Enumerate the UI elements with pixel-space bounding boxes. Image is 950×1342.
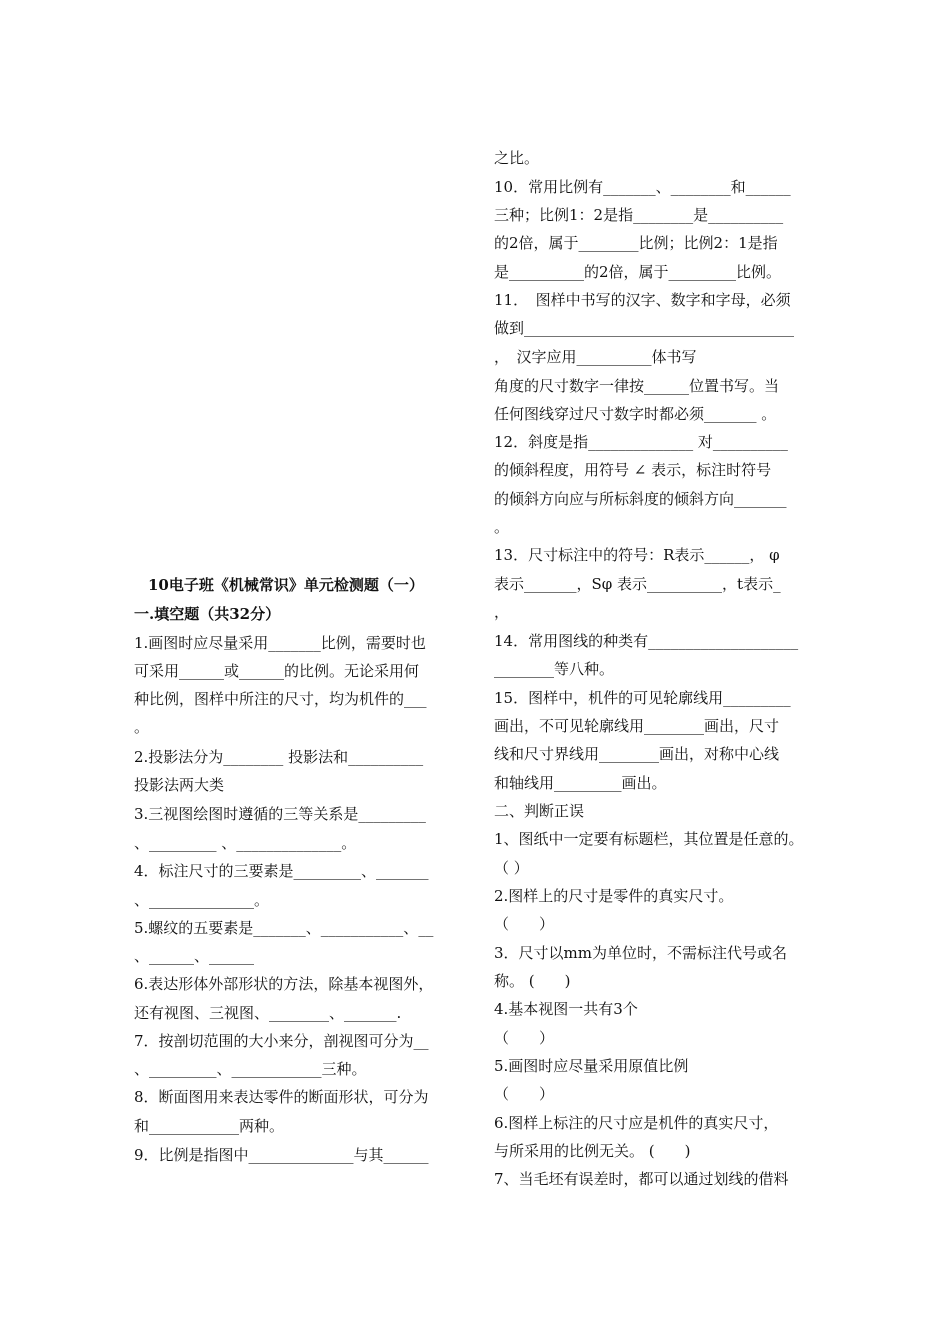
section-heading-fill-in: 一.填空题（共32分） [134,605,281,623]
question-text-line: 14．常用图线的种类有____________________ [494,632,799,650]
question-text-line: 9．比例是指图中______________与其______ [134,1146,429,1164]
question-text-line: 4.基本视图一共有3个 [494,1000,638,1018]
question-text-line: 还有视图、三视图、________、_______. [134,1004,402,1022]
question-text-line: ________等八种。 [494,660,615,678]
question-text-line: 称。 ( ) [494,972,571,990]
document-title: 10电子班《机械常识》单元检测题（一） [148,576,424,594]
question-text-line: 的倾斜程度，用符号 ∠ 表示，标注时符号 [494,461,772,479]
question-text-line: 。 [494,518,510,536]
question-text-line: 7．按剖切范围的大小来分，剖视图可分为__ [134,1032,429,1050]
question-text-line: 6.图样上标注的尺寸应是机件的真实尺寸， [494,1114,779,1132]
question-text-line: 5.画图时应尽量采用原值比例 [494,1057,689,1075]
question-text-line: 、_________ 、______________。 [134,834,357,852]
section-heading-true-false: 二、判断正误 [494,802,585,820]
question-text-line: 做到____________________________________ [494,319,795,337]
question-text-line: 1.画图时应尽量采用_______比例，需要时也 [134,634,426,652]
question-text-line: 7、当毛坯有误差时，都可以通过划线的借料 [494,1170,789,1188]
question-text-line: 2.图样上的尺寸是零件的真实尺寸。 [494,887,734,905]
question-text-line: 任何图线穿过尺寸数字时都必须_______ 。 [494,405,777,423]
question-text-line: 2.投影法分为________ 投影法和__________ [134,748,424,766]
question-text-line: 8．断面图用来表达零件的断面形状，可分为 [134,1088,429,1106]
question-text-line: 是__________的2倍，属于_________比例。 [494,263,782,281]
question-text-line: 投影法两大类 [134,776,225,794]
question-text-line: 种比例，图样中所注的尺寸，均为机件的___ [134,690,427,708]
answer-bracket: （ ） [494,1029,555,1047]
question-text-line: 1、图纸中一定要有标题栏，其位置是任意的。 [494,830,804,848]
question-text-line: 6.表达形体外部形状的方法，除基本视图外， [134,975,434,993]
answer-bracket: （ ） [494,1085,555,1103]
question-text-line: ， [494,603,510,621]
question-text-line: 10．常用比例有_______、________和______ [494,178,791,196]
question-text-line: 和轴线用_________画出。 [494,774,667,792]
question-text-line: 角度的尺寸数字一律按______位置书写。当 [494,377,780,395]
question-text-line: 可采用______或______的比例。无论采用何 [134,662,420,680]
question-text-line: 11． 图样中书写的汉字、数字和字母，必须 [494,291,791,309]
question-text-line: 线和尺寸界线用________画出，对称中心线 [494,745,780,763]
question-text-line: 5.螺纹的五要素是_______、___________、__ [134,919,434,937]
question-text-line: 画出，不可见轮廓线用________画出，尺寸 [494,717,780,735]
question-text-line: 3.三视图绘图时遵循的三等关系是_________ [134,805,426,823]
question-text-line: 、______________。 [134,891,270,909]
question-text-line: 表示_______，Sφ 表示__________，t表示_ [494,575,781,593]
question-text-line: 、_________、____________三种。 [134,1060,367,1078]
answer-bracket: （ ） [494,915,555,933]
question-text-line: 15．图样中，机件的可见轮廓线用_________ [494,689,791,707]
question-text-line: 4．标注尺寸的三要素是_________、_______ [134,862,429,880]
question-text-line: 和____________两种。 [134,1117,285,1135]
question-text-line: ， 汉字应用__________体书写 [494,348,697,366]
question-text-line: 、______、______ [134,947,255,965]
question-text-line: 的2倍，属于________比例；比例2：1是指 [494,234,778,252]
question-text-line: 三种；比例1：2是指________是__________ [494,206,784,224]
question-text-line: 12．斜度是指______________ 对__________ [494,433,788,451]
question-text-line: 的倾斜方向应与所标斜度的倾斜方向_______ [494,490,787,508]
question-text-line: 3．尺寸以mm为单位时，不需标注代号或名 [494,944,787,962]
answer-bracket: （ ） [494,859,529,877]
question-text-line: 之比。 [494,149,540,167]
question-text-line: 13．尺寸标注中的符号：R表示______， φ [494,546,780,564]
question-text-line: 。 [134,718,150,736]
question-text-line: 与所采用的比例无关。 ( ) [494,1142,691,1160]
